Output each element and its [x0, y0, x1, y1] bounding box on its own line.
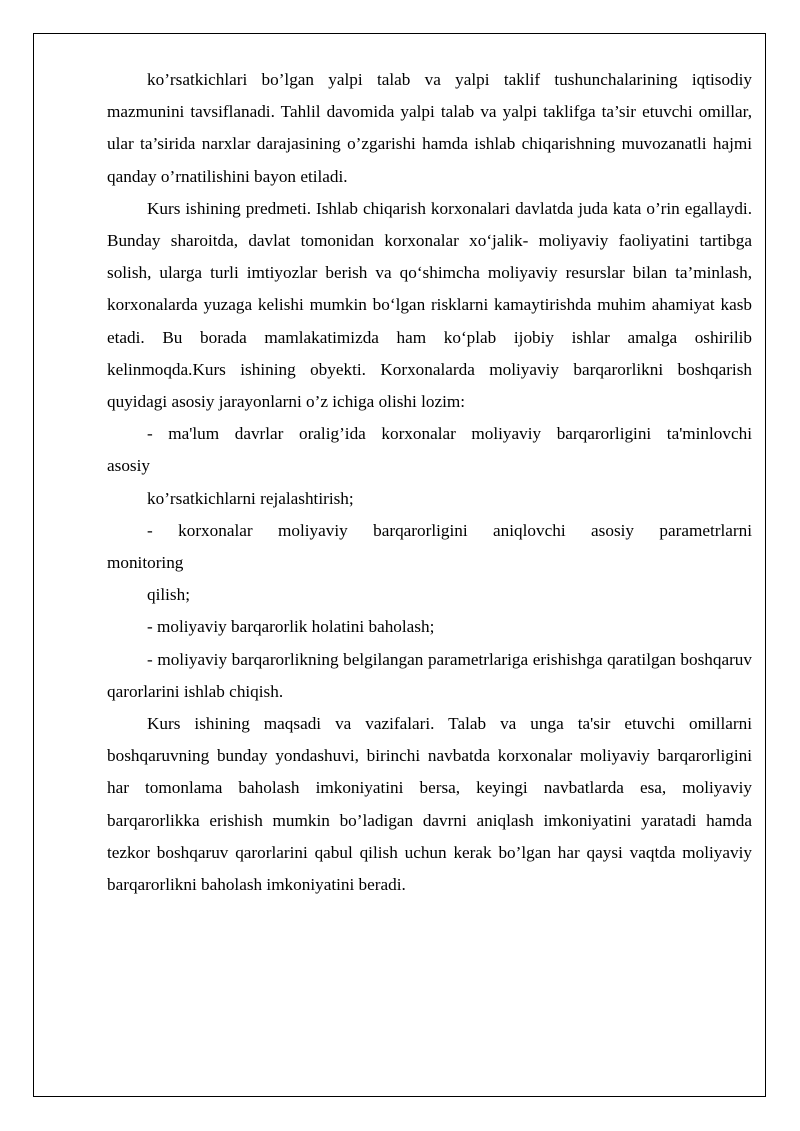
list-item-line: - moliyaviy barqarorlik holatini baholash; [147, 617, 435, 637]
list-item [107, 418, 752, 515]
document-body [107, 64, 752, 901]
list-item-line: ko’rsatkichlarni rejalashtirish; [147, 488, 354, 508]
list-item [107, 611, 752, 643]
list-item-line: monitoring [107, 553, 184, 573]
paragraph-goals: Kurs ishining maqsadi va vazifalari. Talab va unga ta'sir etuvchi omillarni boshqaruvning bunday yondashuvi, birinchi navbatda korxonalar moliyaviy barqarorligini har tomonlama baholash imkoniyatini bersa, keyingi navbatlarda esa, moliyaviy barqarorlikka erishish mumkin bo’ladigan davrni aniqlash imkoniyatini yaratadi hamda tezkor boshqaruv qarorlarini qabul qilish uchun kerak bo’lgan har qaysi vaqtda moliyaviy barqarorlikni baholash imkoniyatini beradi. [107, 714, 752, 895]
paragraph-subject: Kurs ishining predmeti. Ishlab chiqarish korxonalari davlatda juda kata o’rin egallaydi. Bunday sharoitda, davlat tomonidan korxonalar xo‘jalik- moliyaviy faoliyatini tartibga solish, ularga turli imtiyozlar berish va qo‘shimcha moliyaviy resurslar bilan ta’minlash, korxonalarda yuzaga kelishi mumkin bo‘lgan risklarni kamaytirishda muhim ahamiyat kasb etadi. Bu borada mamlakatimizda ham ko‘plab ijobiy ishlar amalga oshirilib kelinmoqda.Kurs ishining obyekti. Korxonalarda moliyaviy barqarorlikni boshqarish quyidagi asosiy jarayonlarni o’z ichiga olishi lozim: [107, 198, 752, 412]
list-item-line: - korxonalar moliyaviy barqarorligini aniqlovchi asosiy parametrlarni [147, 520, 752, 540]
list-item [107, 515, 752, 612]
list-item-line: - ma'lum davrlar oralig’ida korxonalar moliyaviy barqarorligini ta'minlovchi [147, 424, 752, 444]
list-item-line: asosiy [107, 456, 150, 476]
list-item: - moliyaviy barqarorlikning belgilangan parametrlariga erishishga qaratilgan boshqaruv qarorlarini ishlab chiqish. [107, 649, 752, 701]
paragraph-intro: ko’rsatkichlari bo’lgan yalpi talab va yalpi taklif tushunchalarining iqtisodiy mazmunini tavsiflanadi. Tahlil davomida yalpi talab va yalpi taklifga ta’sir etuvchi omillar, ular ta’sirida narxlar darajasining o’zgarishi hamda ishlab chiqarishning muvozanatli hajmi qanday o’rnatilishini bayon etiladi. [107, 70, 752, 186]
list-item-line: qilish; [147, 585, 190, 605]
